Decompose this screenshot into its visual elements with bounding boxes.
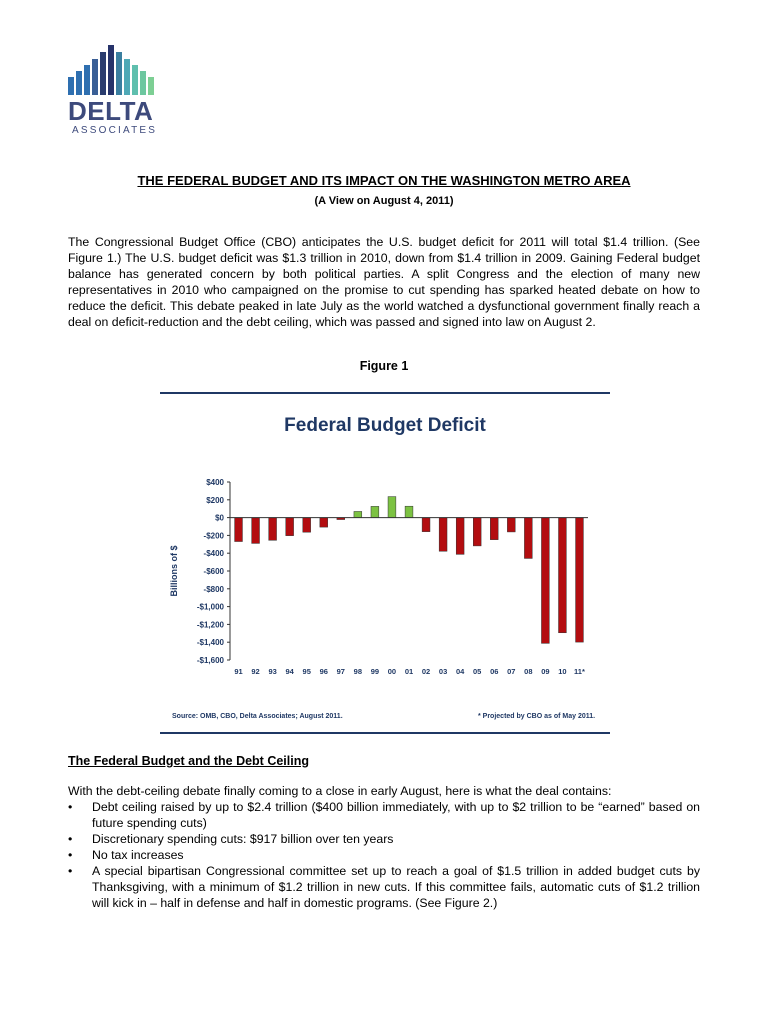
x-tick-label: 02 bbox=[421, 667, 431, 676]
y-axis-label: Billions of $ bbox=[169, 545, 179, 597]
logo-name: DELTA bbox=[68, 96, 154, 126]
list-item bbox=[68, 799, 700, 831]
intro-paragraph: The Congressional Budget Office (CBO) anticipates the U.S. budget deficit for 2011 will total $1.4 trillion. (See Figure 1.) The U.S. budget deficit was $1.3 trillion in 2010, down from $1.4 trillion in 2009. Gaining Federal budget balance has generated concern by both political parties. A split Congress and the election of many new representatives in 2010 who campaigned on the promise to cut spending has sparked heated debate on how to reduce the deficit. This debate peaked in late July as the world watched a dysfunctional government finally reach a deal on deficit-reduction and the debt ceiling, which was passed and signed into law on August 2. bbox=[68, 235, 700, 329]
list-item-text: Discretionary spending cuts: $917 billion over ten years bbox=[92, 832, 394, 846]
x-tick-label: 00 bbox=[387, 667, 397, 676]
federal-budget-deficit-chart bbox=[160, 468, 610, 708]
document-title: THE FEDERAL BUDGET AND ITS IMPACT ON THE WASHINGTON METRO AREA bbox=[137, 173, 631, 188]
bullet-icon: • bbox=[68, 864, 73, 878]
x-tick-label: 11* bbox=[574, 667, 585, 676]
x-tick-label: 08 bbox=[524, 667, 533, 676]
chart-bar bbox=[303, 518, 311, 533]
x-tick-label: 92 bbox=[251, 667, 260, 676]
list-item bbox=[68, 863, 700, 911]
x-tick-label: 95 bbox=[302, 667, 311, 676]
chart-bar bbox=[354, 511, 362, 517]
x-tick-label: 98 bbox=[353, 667, 363, 676]
x-tick-label: 93 bbox=[268, 667, 277, 676]
figure-top-rule bbox=[160, 392, 610, 394]
x-tick-label: 04 bbox=[455, 667, 465, 676]
x-tick-label: 06 bbox=[490, 667, 499, 676]
chart-bar bbox=[320, 518, 328, 528]
chart-bar bbox=[576, 518, 584, 643]
chart-note: * Projected by CBO as of May 2011. bbox=[478, 713, 596, 720]
chart-title: Federal Budget Deficit bbox=[284, 415, 486, 436]
x-tick-label: 94 bbox=[285, 667, 294, 676]
x-tick-label: 97 bbox=[336, 667, 345, 676]
chart-source: Source: OMB, CBO, Delta Associates; August 2011. bbox=[172, 713, 343, 720]
chart-bar bbox=[524, 518, 532, 559]
y-tick-label: $200 bbox=[206, 495, 224, 505]
x-tick-label: 07 bbox=[507, 667, 516, 676]
chart-bar bbox=[371, 506, 379, 517]
y-tick-label: -$1,000 bbox=[196, 602, 224, 612]
chart-bar bbox=[269, 518, 277, 541]
figure-bottom-rule bbox=[160, 732, 610, 734]
chart-bar bbox=[252, 518, 260, 544]
x-tick-label: 96 bbox=[319, 667, 328, 676]
figure-label: Figure 1 bbox=[359, 359, 409, 373]
chart-bar bbox=[490, 518, 498, 540]
chart-bar bbox=[405, 506, 413, 517]
y-tick-label: -$400 bbox=[203, 549, 224, 559]
chart-bar bbox=[507, 518, 515, 532]
y-tick-label: -$800 bbox=[203, 584, 224, 594]
x-tick-label: 91 bbox=[234, 667, 243, 676]
x-tick-label: 01 bbox=[404, 667, 414, 676]
chart-bar bbox=[235, 518, 243, 542]
y-tick-label: $0 bbox=[215, 513, 224, 523]
x-tick-label: 99 bbox=[370, 667, 380, 676]
y-tick-label: -$1,200 bbox=[196, 620, 224, 630]
list-item-text: No tax increases bbox=[92, 848, 184, 862]
list-item-text: Debt ceiling raised by up to $2.4 trillion ($400 billion immediately, with up to $2 trillion to be “earned” based on future spending cuts) bbox=[92, 800, 700, 830]
logo-triangle-icon bbox=[68, 45, 154, 95]
y-tick-label: -$1,600 bbox=[196, 656, 224, 665]
logo-tagline: ASSOCIATES bbox=[72, 125, 158, 136]
chart-bar bbox=[439, 518, 447, 552]
chart-bar bbox=[473, 518, 481, 546]
list-item bbox=[68, 847, 700, 863]
x-tick-label: 03 bbox=[438, 667, 448, 676]
bullet-icon: • bbox=[68, 832, 73, 846]
x-tick-label: 05 bbox=[473, 667, 482, 676]
y-tick-label: -$600 bbox=[203, 567, 224, 576]
list-item bbox=[68, 831, 700, 847]
x-tick-label: 09 bbox=[541, 667, 550, 676]
chart-bar bbox=[286, 518, 294, 536]
y-tick-label: -$200 bbox=[203, 531, 224, 541]
y-tick-label: $400 bbox=[206, 478, 224, 487]
x-tick-label: 10 bbox=[558, 667, 567, 676]
chart-bar bbox=[422, 518, 430, 532]
chart-bar bbox=[388, 497, 396, 518]
chart-bar bbox=[541, 518, 549, 644]
chart-bar bbox=[456, 518, 464, 555]
bullet-icon: • bbox=[68, 800, 73, 814]
section-intro: With the debt-ceiling debate finally coming to a close in early August, here is what the deal contains: bbox=[68, 784, 612, 798]
document-subtitle: (A View on August 4, 2011) bbox=[314, 195, 454, 207]
bullet-icon: • bbox=[68, 848, 73, 862]
section-heading: The Federal Budget and the Debt Ceiling bbox=[68, 754, 309, 768]
y-tick-label: -$1,400 bbox=[196, 638, 224, 648]
list-item-text: A special bipartisan Congressional committee set up to reach a goal of $1.5 trillion in added budget cuts by Thanksgiving, with a minimum of $1.2 trillion in new cuts. If this committee fails, automatic cuts of $1.2 trillion will kick in – half in defense and half in domestic programs. (See Figure 2.) bbox=[92, 864, 700, 910]
chart-bar bbox=[559, 518, 567, 633]
deal-bullet-list bbox=[68, 799, 700, 911]
